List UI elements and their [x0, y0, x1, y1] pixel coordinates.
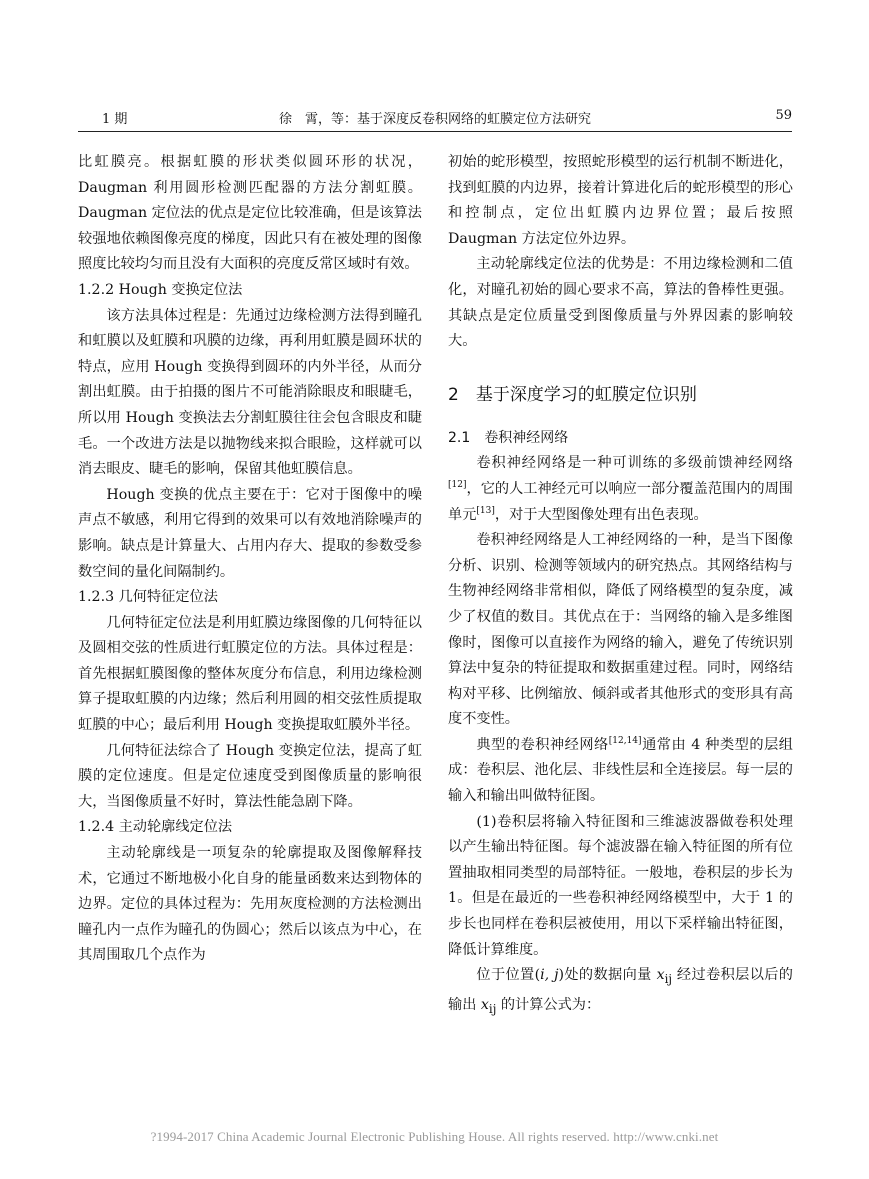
paragraph-conv-formula-intro — [448, 963, 793, 1022]
issue-number: 1 期 — [102, 112, 128, 127]
formula-intro-text-c: 经过卷积层以后的输出 — [448, 967, 793, 1013]
paragraph-cnn-layers — [448, 733, 793, 810]
position-ij: i, j — [540, 967, 559, 984]
running-header — [78, 108, 792, 128]
citation-12-14: [12,14] — [608, 735, 642, 746]
citation-12: [12] — [448, 479, 467, 490]
paragraph-active-contour-pros-cons: 主动轮廓线定位法的优势是：不用边缘检测和二值化，对瞳孔初始的圆心要求不高，算法的鲁棒性更强。其缺点是定位质量受到图像质量与外界因素的影响较大。 — [448, 256, 793, 350]
paragraph-snake-model: 初始的蛇形模型，按照蛇形模型的运行机制不断进化，找到虹膜的内边界，接着计算进化后的蛇形模型的形心和控制点，定位出虹膜内边界位置；最后按照 Daugman 方法定位外边界。 — [448, 154, 793, 247]
page-number: 59 — [775, 108, 792, 123]
paragraph-active-contour: 主动轮廓线是一项复杂的轮廓提取及图像解释技术，它通过不断地极小化自身的能量函数来达到物体的边界。定位的具体过程为：先用灰度检测的方法检测出瞳孔内一点作为瞳孔的伪圆心；然后以该点为中心，在其周围取几个点作为 — [78, 845, 422, 964]
left-column — [78, 150, 422, 969]
vector-x-in: x — [656, 967, 665, 984]
paragraph-hough-pros-cons: Hough 变换的优点主要在于：它对于图像中的噪声点不敏感，利用它得到的效果可以有效地消除噪声的影响。缺点是计算量大、占用内存大、提取的参数受参数空间的量化间隔制约。 — [78, 486, 422, 580]
subscript-ij-out: ij — [488, 1001, 497, 1016]
cnn-layers-text-b: 通常由 4 种类型的层组成：卷积层、池化层、非线性层和全连接层。每一层的输入和输出叫做特征图。 — [448, 736, 793, 805]
paragraph-cnn-advantages: 卷积神经网络是人工神经网络的一种，是当下图像分析、识别、检测等领域内的研究热点。其网络结构与生物神经网络非常相似，降低了网络模型的复杂度，减少了权值的数目。其优点在于：当网络的输入是多维图像时，图像可以直接作为网络的输入，避免了传统识别算法中复杂的特征提取和数据重建过程。同时，网络结构对平移、比例缩放、倾斜或者其他形式的变形具有高度不变性。 — [448, 532, 793, 728]
cnn-definition-text-a: 卷积神经网络是一种可训练的多级前馈神经网络 — [476, 455, 793, 472]
vector-x-out: x — [480, 996, 489, 1013]
section-heading-1-2-3: 1.2.3 几何特征定位法 — [78, 589, 218, 606]
section-heading-1-2-4: 1.2.4 主动轮廓线定位法 — [78, 819, 233, 836]
citation-13: [13] — [476, 505, 495, 516]
section-heading-1-2-2: 1.2.2 Hough 变换定位法 — [78, 281, 243, 298]
copyright-footer: ?1994-2017 China Academic Journal Electronic Publishing House. All rights reserved. http://www.cnki.net — [150, 1129, 719, 1144]
cnn-layers-text-a: 典型的卷积神经网络 — [476, 736, 609, 753]
running-title: 徐 霄，等：基于深度反卷积网络的虹膜定位方法研究 — [278, 112, 591, 127]
paragraph-daugman-end: 比虹膜亮。根据虹膜的形状类似圆环形的状况，Daugman 利用圆形检测匹配器的方法分割虹膜。Daugman 定位法的优点是定位比较准确，但是该算法较强地依赖图像亮度的梯度，因此只有在被处理的图像照度比较均匀而且没有大面积的亮度反常区域时有效。 — [78, 154, 422, 273]
paragraph-cnn-definition — [448, 451, 793, 528]
formula-intro-text-a: 位于位置( — [476, 967, 541, 984]
header-rule — [78, 131, 792, 132]
paragraph-conv-layer: (1)卷积层将输入特征图和三维滤波器做卷积处理以产生输出特征图。每个滤波器在输入特征图的所有位置抽取相同类型的局部特征。一般地，卷积层的步长为 1。但是在最近的一些卷积神经网络模型中，大于 1 的步长也同样在卷积层被使用，用以下采样输出特征图，降低计算维度。 — [448, 813, 793, 958]
cnn-definition-text-b: ，它的人工神经元可以响应一部分覆盖范围内的周围单元 — [448, 480, 793, 523]
paragraph-hough-process: 该方法具体过程是：先通过边缘检测方法得到瞳孔和虹膜以及虹膜和巩膜的边缘，再利用虹膜是圆环状的特点，应用 Hough 变换得到圆环的内外半径，从而分割出虹膜。由于拍摄的图片不可能消除眼皮和眼睫毛，所以用 Hough 变换法去分割虹膜往往会包含眼皮和睫毛。一个改进方法是以抛物线来拟合眼睑，这样就可以消去眼皮、睫毛的影响，保留其他虹膜信息。 — [78, 307, 422, 478]
subscript-ij-in: ij — [664, 972, 673, 987]
section-heading-2: 2 基于深度学习的虹膜定位识别 — [448, 384, 697, 405]
formula-intro-text-d: 的计算公式为： — [496, 996, 601, 1013]
section-heading-2-1: 2.1 卷积神经网络 — [448, 429, 569, 446]
cnn-definition-text-c: ，对于大型图像处理有出色表现。 — [494, 506, 708, 523]
formula-intro-text-b: )处的数据向量 — [558, 967, 657, 984]
paragraph-geometric-process: 几何特征定位法是利用虹膜边缘图像的几何特征以及圆相交弦的性质进行虹膜定位的方法。具体过程是：首先根据虹膜图像的整体灰度分布信息，利用边缘检测算子提取虹膜的内边缘；然后利用圆的相交弦性质提取虹膜的中心；最后利用 Hough 变换提取虹膜外半径。 — [78, 614, 422, 734]
paragraph-geometric-pros-cons: 几何特征法综合了 Hough 变换定位法，提高了虹膜的定位速度。但是定位速度受到图像质量的影响很大，当图像质量不好时，算法性能急剧下降。 — [78, 742, 422, 810]
right-column — [448, 150, 793, 1022]
